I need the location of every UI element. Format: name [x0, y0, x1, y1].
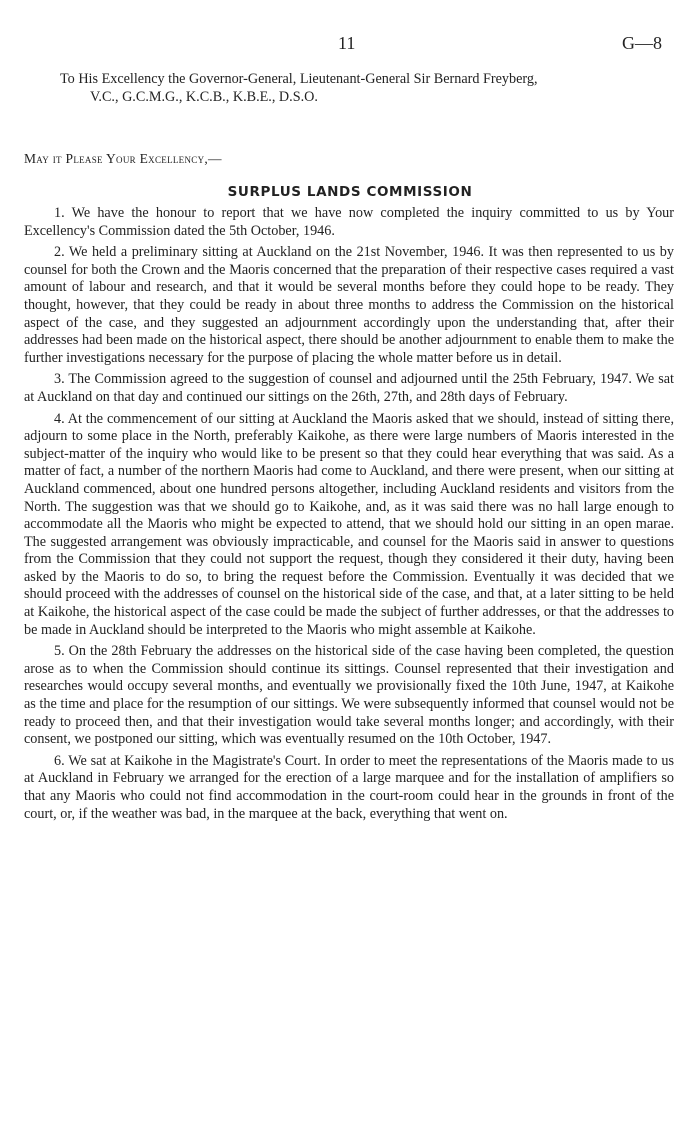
address-line-2: V.C., G.C.M.G., K.C.B., K.B.E., D.S.O.: [90, 89, 318, 105]
page-number: 11: [338, 33, 356, 53]
paragraph-3: 3. The Commission agreed to the suggestion of counsel and adjourned until the 25th February, 1947. We sat at Auckland on that day and continued our sittings on the 26th, 27th, and 28th days of February.: [24, 371, 674, 405]
section-title: SURPLUS LANDS COMMISSION: [227, 184, 473, 200]
address-block: [60, 70, 680, 106]
paragraph-2: 2. We held a preliminary sitting at Auckland on the 21st November, 1946. It was then represented to us by counsel for both the Crown and the Maoris concerned that the preparation of their respective cases required a vast amount of labour and research, and that it would be several months before they could hope to be ready. They thought, however, that they could be ready in about three months to address the Commission on the historical aspect of the case, and they suggested an adjournment accordingly upon the understanding that, after their addresses had been made on the historical aspect, there should be another adjournment to enable them to make the further investigations necessary for the purpose of placing the whole matter before us in detail.: [24, 244, 674, 366]
document-reference: G—8: [622, 33, 662, 53]
report-body: [24, 205, 674, 827]
paragraph-6: 6. We sat at Kaikohe in the Magistrate's Court. In order to meet the representations of the Maoris made to us at Auckland in February we arranged for the erection of a large marquee and for the installation of amplifiers so that any Maoris who could not find accommodation in the court-room could hear in the grounds in front of the court, or, if the weather was bad, in the marquee at the back, everything that went on.: [24, 752, 674, 822]
paragraph-4: 4. At the commencement of our sitting at Auckland the Maoris asked that we should, instead of sitting there, adjourn to some place in the North, preferably Kaikohe, as there were large numbers of Maoris interested in the subject-matter of the inquiry who would like to be present so that they could hear everything that was said. As a matter of fact, a number of the northern Maoris had come to Auckland, and there were present, when our sitting at Auckland commenced, about one hundred persons altogether, including Auckland residents and visitors from the North. The suggestion was that we should go to Kaikohe, and, as it was said there was no hall large enough to accommodate all the Maoris who might be expected to attend, that we should hold our sitting in an open marae. The suggested arrangement was obviously impracticable, and counsel for the Maoris said in answer to questions from the Commission that they could not support the request, though they considered it their duty, having been asked by the Maoris to do so, to bring the request before the Commission. Eventually it was decided that we should proceed with the addresses of counsel on the historical side of the case, and that, at a later sitting to be held at Kaikohe, the historical aspect of the case could be made the subject of further addresses, or that the addresses to be made in Auckland should be interpreted to the Maoris who might assemble at Kaikohe.: [24, 410, 674, 638]
address-line-1: To His Excellency the Governor-General, Lieutenant-General Sir Bernard Freyberg,: [60, 71, 538, 87]
paragraph-5: 5. On the 28th February the addresses on the historical side of the case having been completed, the question arose as to when the Commission should continue its sittings. Counsel represented that their investigation and researches would occupy several months, and eventually we provisionally fixed the 10th June, 1947, at Kaikohe as the time and place for the resumption of our sittings. We were subsequently informed that counsel would not be ready to proceed then, and that their investigation would take several months longer; and accordingly, with their consent, we postponed our sitting, which was eventually resumed on the 10th October, 1947.: [24, 643, 674, 748]
salutation: May it Please Your Excellency,—: [24, 151, 222, 166]
paragraph-1: 1. We have the honour to report that we have now completed the inquiry committed to us by Your Excellency's Commission dated the 5th October, 1946.: [24, 205, 674, 239]
